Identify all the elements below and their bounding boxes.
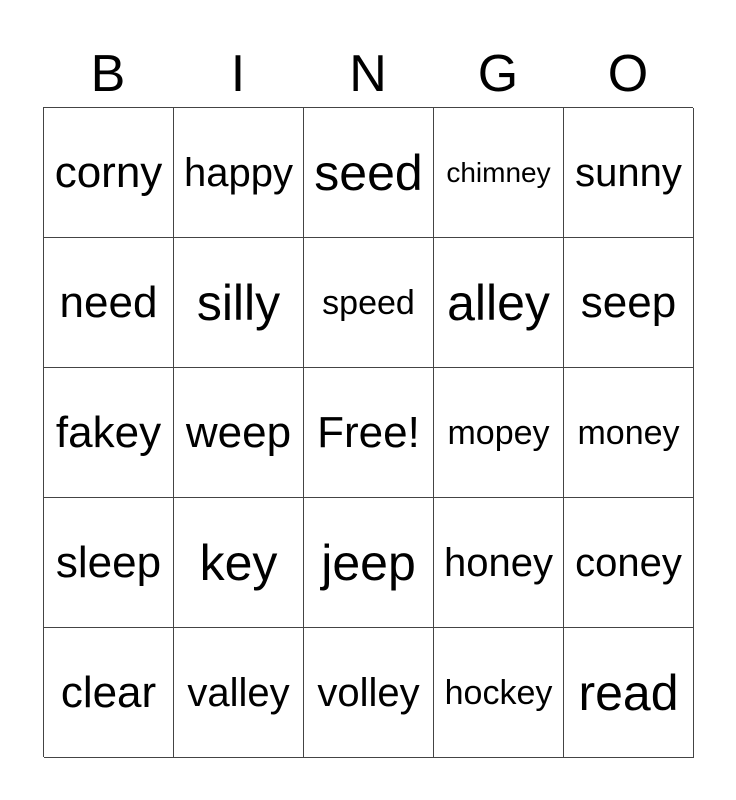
- bingo-cell: mopey: [434, 368, 564, 498]
- bingo-board: [43, 107, 693, 757]
- bingo-cell: chimney: [434, 108, 564, 238]
- bingo-cell: sleep: [44, 498, 174, 628]
- bingo-cell: read: [564, 628, 694, 758]
- bingo-cell: volley: [304, 628, 434, 758]
- bingo-cell: seep: [564, 238, 694, 368]
- bingo-cell: valley: [174, 628, 304, 758]
- header-letter-g: G: [477, 45, 519, 103]
- bingo-cell: coney: [564, 498, 694, 628]
- free-space-cell: Free!: [304, 368, 434, 498]
- header-letter-o: O: [607, 45, 649, 103]
- bingo-cell: corny: [44, 108, 174, 238]
- bingo-cell: alley: [434, 238, 564, 368]
- bingo-cell: fakey: [44, 368, 174, 498]
- bingo-header: [43, 42, 693, 106]
- bingo-cell: hockey: [434, 628, 564, 758]
- header-letter-i: I: [230, 45, 246, 103]
- bingo-cell: sunny: [564, 108, 694, 238]
- bingo-cell: clear: [44, 628, 174, 758]
- bingo-cell: weep: [174, 368, 304, 498]
- bingo-cell: jeep: [304, 498, 434, 628]
- bingo-cell: honey: [434, 498, 564, 628]
- bingo-cell: silly: [174, 238, 304, 368]
- bingo-cell: money: [564, 368, 694, 498]
- bingo-cell: need: [44, 238, 174, 368]
- bingo-cell: seed: [304, 108, 434, 238]
- bingo-cell: key: [174, 498, 304, 628]
- header-letter-n: N: [349, 45, 387, 103]
- bingo-cell: happy: [174, 108, 304, 238]
- bingo-cell: speed: [304, 238, 434, 368]
- header-letter-b: B: [90, 45, 126, 103]
